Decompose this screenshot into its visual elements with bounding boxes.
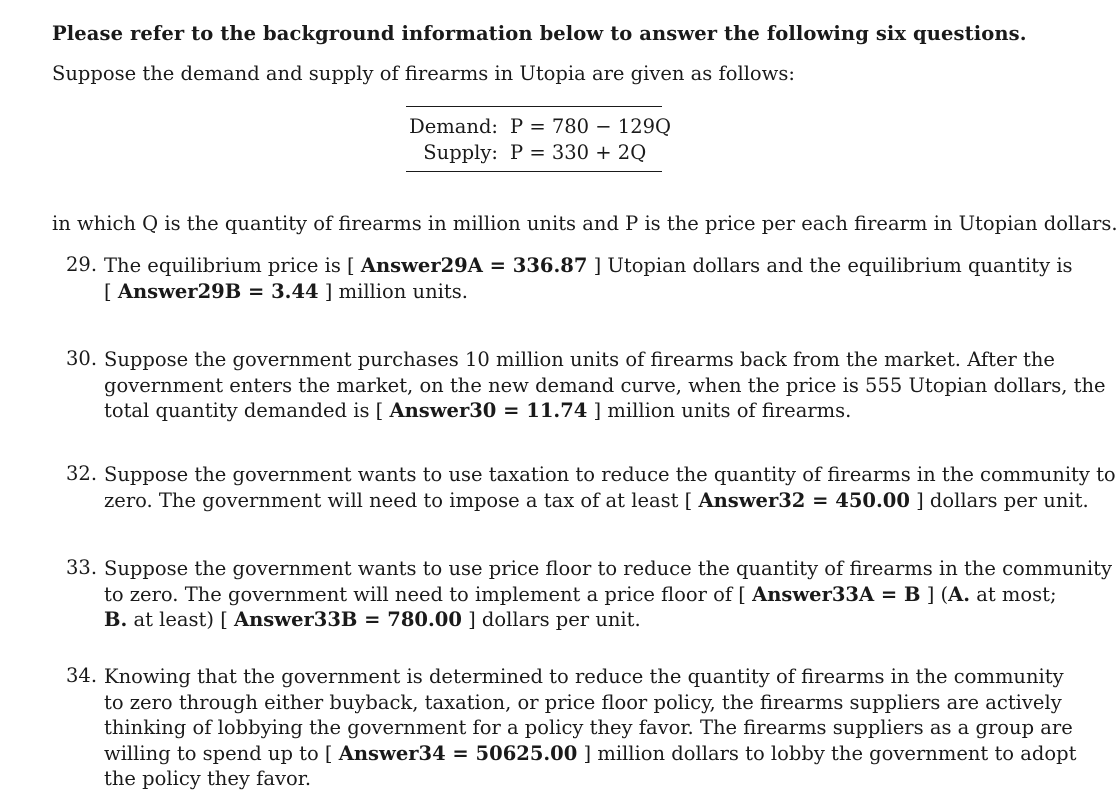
text-segment: zero. The government will need to impose a tax of at least [ bbox=[104, 488, 699, 512]
question-line: Suppose the government wants to use taxation to reduce the quantity of firearms in the community to bbox=[104, 463, 1116, 486]
question-line: the policy they favor. bbox=[104, 767, 312, 790]
question-body bbox=[104, 556, 1112, 633]
question-line bbox=[104, 398, 1022, 424]
question-line: government enters the market, on the new demand curve, when the price is 555 Utopian dollars, the bbox=[104, 373, 1106, 397]
answer-33b: Answer33B = 780.00 bbox=[234, 608, 462, 631]
demand-equation: P = 780 − 129Q bbox=[510, 115, 672, 138]
instructions-heading: Please refer to the background information below to answer the following six questions. bbox=[52, 22, 1027, 45]
text-segment: to zero. The government will need to implement a price floor of [ bbox=[104, 582, 753, 606]
text-segment: ] million units. bbox=[318, 279, 468, 303]
option-b-label: B. bbox=[104, 608, 128, 631]
question-number: 30. bbox=[66, 347, 98, 370]
text-segment: The equilibrium price is [ bbox=[104, 254, 361, 277]
question-line bbox=[104, 607, 1022, 633]
question-line bbox=[104, 253, 1073, 279]
question-number: 32. bbox=[66, 462, 98, 485]
question-line: Suppose the government wants to use price floor to reduce the quantity of firearms in the community bbox=[104, 557, 1112, 580]
question-body bbox=[104, 347, 1106, 424]
option-a-label: A. bbox=[948, 582, 971, 606]
question-line bbox=[104, 582, 1057, 608]
intro-text: Suppose the demand and supply of firearms in Utopia are given as follows: bbox=[52, 62, 795, 85]
answer-29a: Answer29A = 336.87 bbox=[360, 254, 588, 277]
question-line: Suppose the government purchases 10 million units of firearms back from the market. After the bbox=[104, 348, 1055, 371]
answer-29b: Answer29B = 3.44 bbox=[117, 279, 319, 303]
question-number: 29. bbox=[66, 253, 98, 276]
demand-label: Demand: bbox=[409, 115, 498, 138]
text-segment: ] dollars per unit. bbox=[909, 488, 1089, 512]
answer-32: Answer32 = 450.00 bbox=[698, 488, 910, 512]
question-body bbox=[104, 253, 1073, 304]
text-segment: willing to spend up to [ bbox=[104, 741, 339, 765]
text-segment: ] ( bbox=[920, 582, 949, 606]
text-segment: at most; bbox=[970, 582, 1057, 606]
text-segment: [ bbox=[104, 279, 118, 303]
question-body bbox=[104, 462, 1116, 513]
text-segment: ] Utopian dollars and the equilibrium quantity is bbox=[587, 254, 1073, 277]
question-line: to zero through either buyback, taxation, or price floor policy, the firearms suppliers are actively bbox=[104, 690, 1062, 714]
text-segment: at least) [ bbox=[127, 608, 234, 631]
text-segment: ] million units of firearms. bbox=[587, 399, 852, 422]
question-line: thinking of lobbying the government for a policy they favor. The firearms suppliers as a group are bbox=[104, 716, 1073, 739]
answer-30: Answer30 = 11.74 bbox=[389, 399, 588, 422]
question-line bbox=[104, 488, 1089, 514]
variable-explanation: in which Q is the quantity of firearms in million units and P is the price per each firearm in Utopian dollars. bbox=[52, 212, 1118, 235]
question-body bbox=[104, 664, 1077, 792]
demand-row bbox=[406, 115, 671, 138]
answer-33a: Answer33A = B bbox=[752, 582, 921, 606]
question-number: 34. bbox=[66, 664, 98, 687]
supply-row bbox=[406, 141, 646, 164]
text-segment: ] million dollars to lobby the government to adopt bbox=[577, 741, 1077, 765]
question-line bbox=[104, 741, 1077, 767]
answer-34: Answer34 = 50625.00 bbox=[338, 741, 578, 765]
question-number: 33. bbox=[66, 556, 98, 579]
question-line: Knowing that the government is determined to reduce the quantity of firearms in the community bbox=[104, 665, 1064, 688]
supply-equation: P = 330 + 2Q bbox=[510, 141, 647, 164]
equations-table bbox=[406, 106, 672, 172]
supply-label: Supply: bbox=[423, 141, 498, 164]
text-segment: ] dollars per unit. bbox=[461, 608, 641, 631]
text-segment: total quantity demanded is [ bbox=[104, 399, 390, 422]
question-line bbox=[104, 279, 1022, 305]
